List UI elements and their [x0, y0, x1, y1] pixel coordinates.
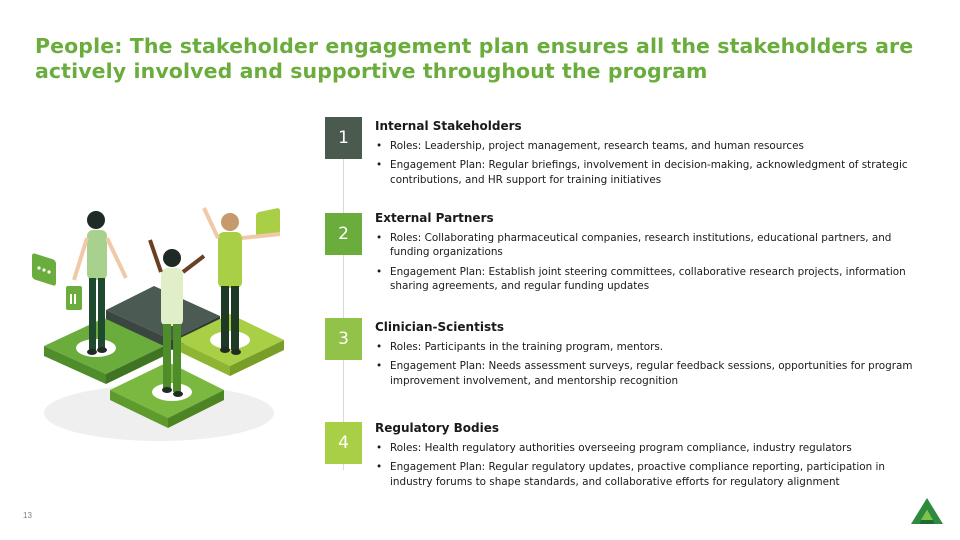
bullet-icon: •	[376, 140, 383, 152]
bullet-text: Roles: Leadership, project management, research teams, and human resources	[390, 140, 804, 152]
step-item-internal-stakeholders	[375, 119, 935, 192]
step-item-regulatory-bodies	[375, 421, 935, 494]
bullet-item	[375, 460, 915, 489]
step-heading: Regulatory Bodies	[375, 421, 499, 435]
step-item-external-partners	[375, 211, 935, 298]
company-logo-icon	[911, 498, 943, 524]
bullet-item	[375, 265, 915, 294]
page-title	[35, 34, 935, 84]
bullet-item	[375, 231, 915, 260]
bullet-item	[375, 441, 915, 455]
title-line-1: People: The stakeholder engagement plan ensures all the stakeholders are	[35, 34, 914, 58]
step-heading: Clinician-Scientists	[375, 320, 504, 334]
bullet-icon: •	[376, 232, 383, 244]
bullet-icon: •	[376, 341, 383, 353]
bullet-item	[375, 158, 915, 187]
bullet-icon: •	[376, 360, 383, 373]
bullet-text: Engagement Plan: Needs assessment surveys, regular feedback sessions, opportunities for program improvement involvement, and mentorship recognition	[390, 360, 913, 387]
step-heading: External Partners	[375, 211, 494, 225]
bullet-icon: •	[376, 265, 383, 278]
bullet-item	[375, 340, 915, 354]
bullet-item	[375, 359, 915, 388]
step-item-clinician-scientists	[375, 320, 935, 393]
bullet-text: Roles: Health regulatory authorities overseeing program compliance, industry regulators	[390, 442, 852, 454]
title-line-2: actively involved and supportive throughout the program	[35, 59, 708, 83]
bullet-item	[375, 139, 915, 153]
step-heading: Internal Stakeholders	[375, 119, 522, 133]
bullet-icon: •	[376, 461, 383, 474]
bullet-icon: •	[376, 442, 383, 454]
people-on-puzzle-pieces-illustration	[24, 198, 314, 448]
timeline-line	[343, 130, 344, 470]
bullet-text: Engagement Plan: Establish joint steering committees, collaborative research projects, information sharing agreements, and regular funding updates	[390, 265, 906, 292]
bullet-text: Engagement Plan: Regular briefings, involvement in decision-making, acknowledgment of strategic contributions, and HR support for training initiatives	[390, 159, 908, 186]
bullet-text: Roles: Participants in the training program, mentors.	[390, 341, 664, 353]
bullet-text: Engagement Plan: Regular regulatory updates, proactive compliance reporting, participation in industry forums to shape standards, and collaborative efforts for regulatory alignment	[390, 461, 885, 488]
bullet-icon: •	[376, 159, 383, 172]
bullet-text: Roles: Collaborating pharmaceutical companies, research institutions, educational partners, and funding organizations	[390, 232, 892, 259]
step-number-badge: 3	[325, 318, 362, 360]
step-number-badge: 1	[325, 117, 362, 159]
step-number-badge: 4	[325, 422, 362, 464]
step-number-badge: 2	[325, 213, 362, 255]
page-number: 13	[23, 511, 32, 520]
